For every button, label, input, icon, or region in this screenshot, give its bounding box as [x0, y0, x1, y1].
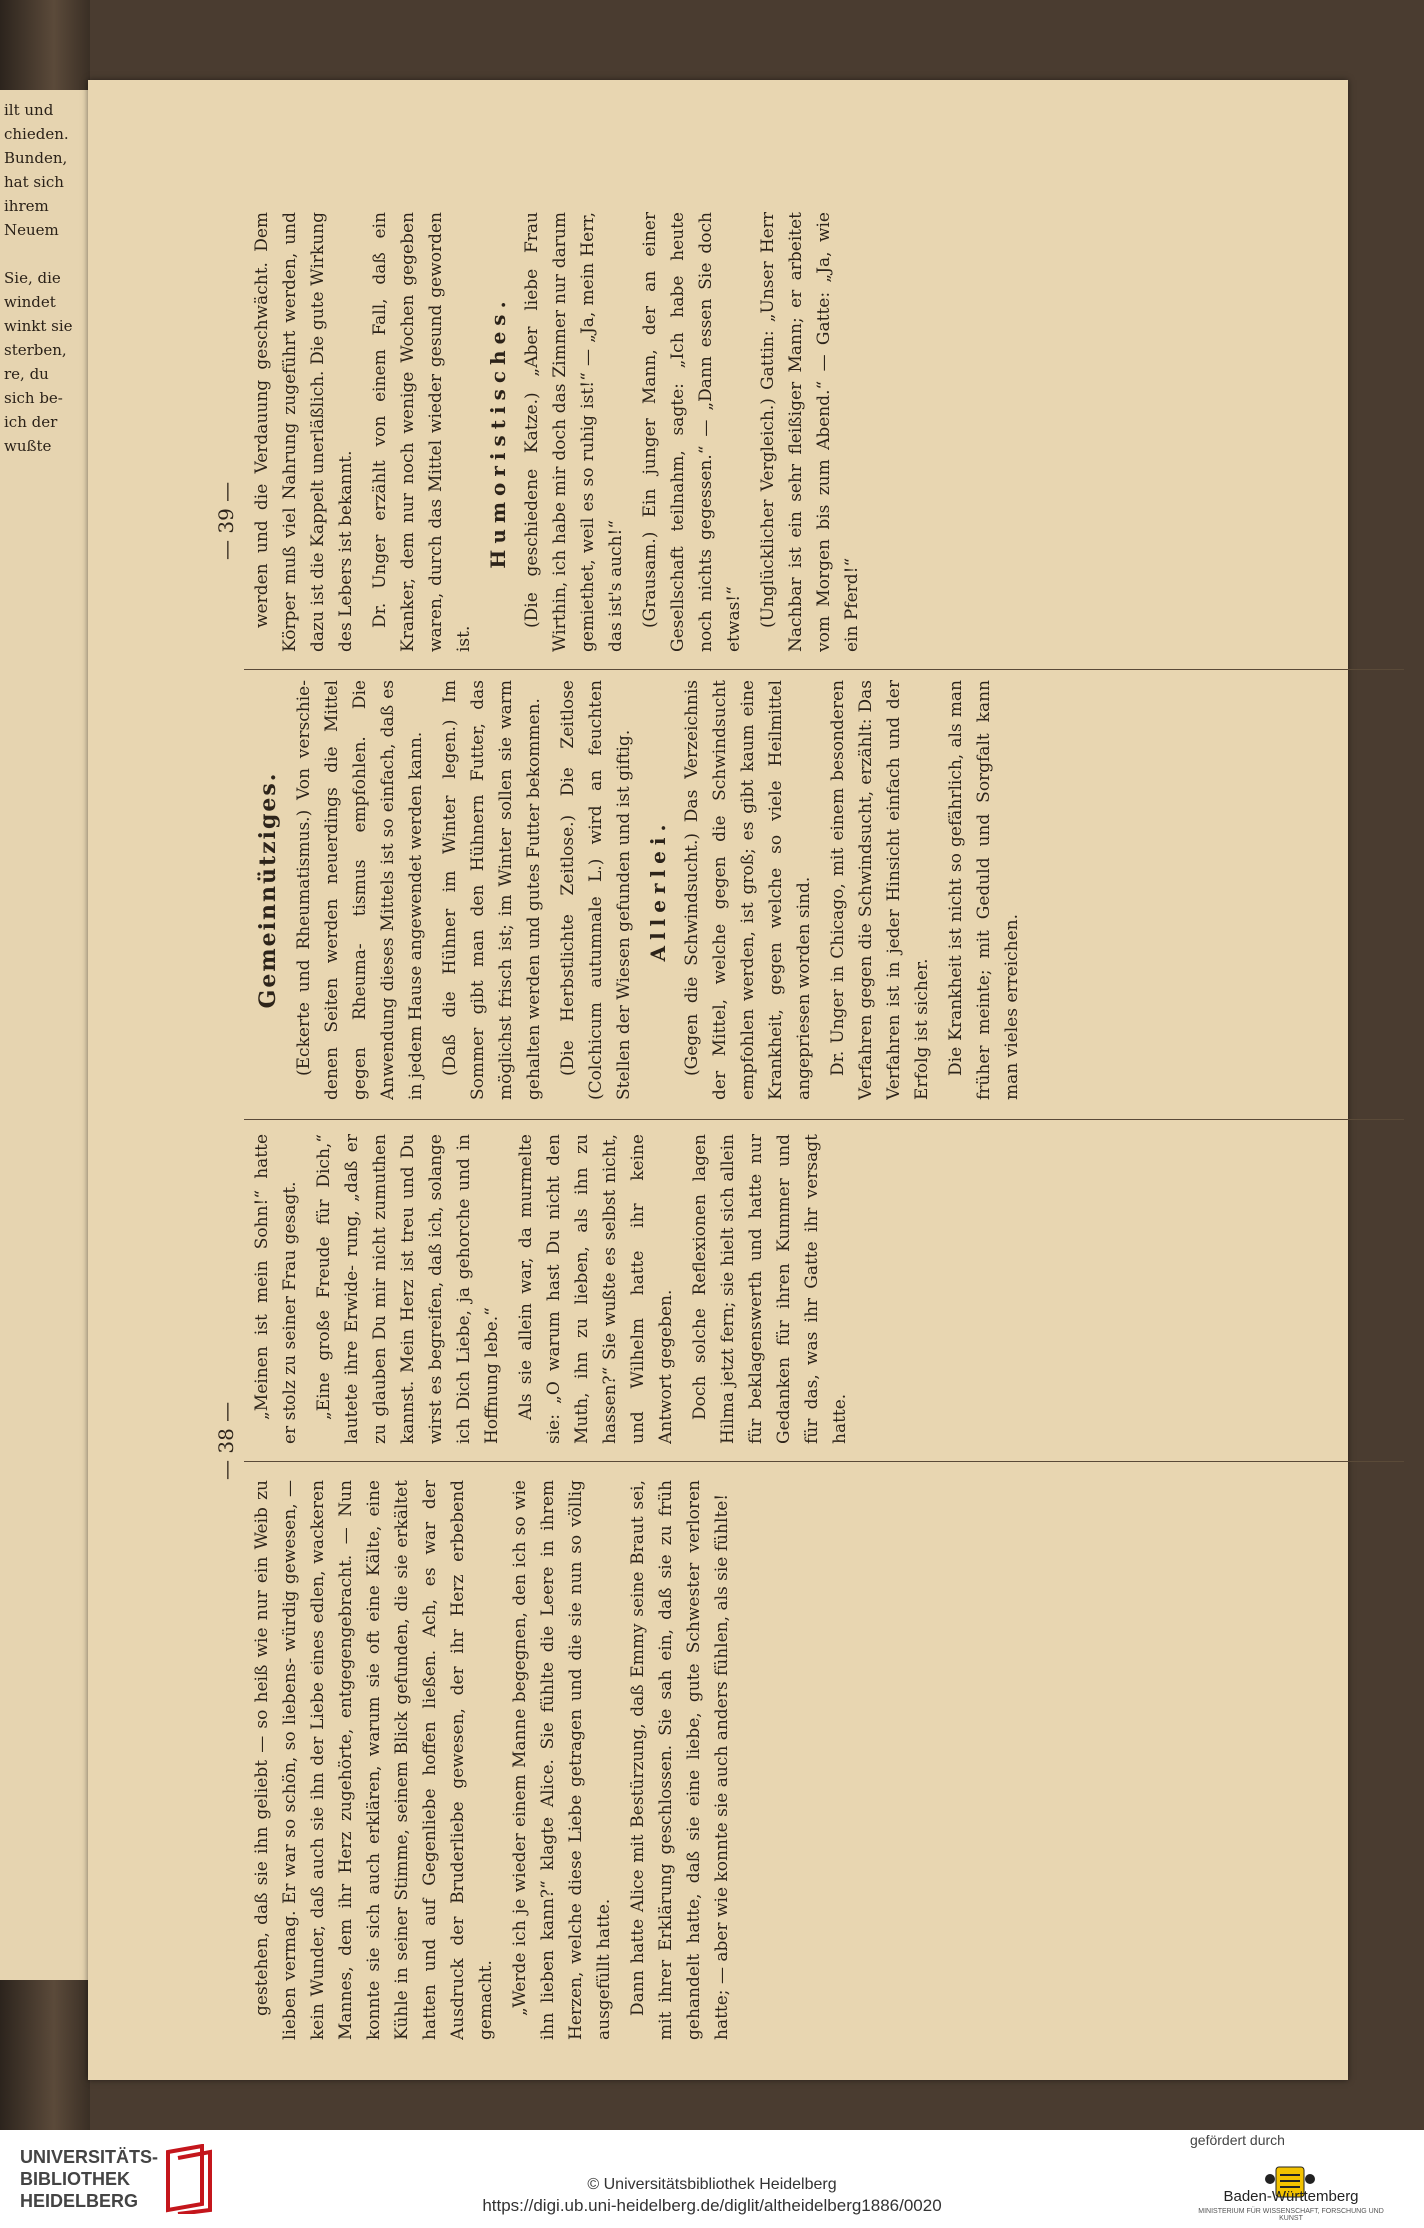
left-fragment-line: Bunden,: [4, 149, 68, 167]
source-url-link[interactable]: https://digi.ub.uni-heidelberg.de/diglit/altheidelberg1886/0020: [482, 2196, 942, 2215]
article-paragraph: (Gegen die Schwindsucht.) Das Verzeichnis der Mittel, welche gegen die Schwindsucht empfohlen werden, ist groß; es gibt kaum eine Krankheit, gegen welche so viele Heilmittel angepriesen worden sind.: [682, 680, 814, 1100]
left-page-fragment: [0, 90, 88, 1980]
column-divider: [244, 1461, 1404, 1462]
left-fragment-line: hat sich: [4, 173, 64, 191]
article-paragraph: Doch solche Reflexionen lagen Hilma jetzt fern; sie hielt sich allein für beklagenswerth und hatte nur Gedanken für ihren Kummer und für das, was ihr Gatte ihr versagt hatte.: [690, 1134, 850, 1444]
section-heading: Allerlei.: [646, 818, 670, 962]
sponsor-name[interactable]: Baden-Württemberg: [1223, 2188, 1359, 2205]
left-fragment-line: ihrem: [4, 197, 49, 215]
article-paragraph: (Die Herbstlichte Zeitlose.) Die Zeitlose (Colchicum autumnale L.) wird an feuchten Stellen der Wiesen gefunden und ist giftig.: [558, 680, 634, 1100]
page-number-left: — 38 —: [214, 1401, 238, 1480]
column-1: [248, 1480, 1408, 2040]
copyright-text: © Universitätsbibliothek Heidelberg: [587, 2176, 837, 2193]
article-paragraph: (Die geschiedene Katze.) „Aber liebe Frau Wirthin, ich habe mir doch das Zimmer nur darum gemiethet, weil es so ruhig ist!“ — „Ja, mein Herr, das ist's auch!“: [522, 212, 626, 652]
logo-line-1: UNIVERSITÄTS-: [20, 2147, 159, 2167]
section-heading: Humoristisches.: [486, 295, 510, 569]
page-number-right: — 39 —: [214, 481, 238, 560]
article-paragraph: werden und die Verdauung geschwächt. Dem Körper muß viel Nahrung zugeführt werden, und dazu ist die Kappelt unerläßlich. Die gute Wirkung des Lebers ist bekannt.: [252, 212, 356, 652]
left-fragment-line: chieden.: [4, 125, 69, 143]
article-paragraph: Dr. Unger in Chicago, mit einem besonderen Verfahren gegen die Schwindsucht, erzählt: Das Verfahren ist in jeder Hinsicht einfach und der Erfolg ist sicher.: [828, 680, 932, 1100]
left-fragment-line: windet: [4, 293, 56, 311]
column-divider: [244, 669, 1404, 670]
left-fragment-line: wußte: [4, 437, 52, 455]
article-paragraph: (Grausam.) Ein junger Mann, der an einer Gesellschaft teilnahm, sagte: „Ich habe heute noch nichts gegessen.“ — „Dann essen Sie doch etwas!“: [640, 212, 744, 652]
newspaper-page: [88, 80, 1348, 2080]
column-2: [248, 1134, 1408, 1444]
left-fragment-line: ich der: [4, 413, 58, 431]
footer-bar: [0, 2130, 1424, 2228]
logo-line-3: HEIDELBERG: [20, 2191, 139, 2211]
article-paragraph: gestehen, daß sie ihn geliebt — so heiß wie nur ein Weib zu lieben vermag. Er war so schön, so liebens- würdig gewesen, — kein Wunder, daß auch sie ihn der Liebe eines edlen, wackeren Mannes, dem ihr Herz zugehörte, entgegengebracht. — Nun konnte sie sich auch erklären, warum sie oft eine Kälte, eine Kühle in seiner Stimme, seinem Blick gefunden, die sie erkältet hatten und auf Gegenliebe hoffen ließen. Ach, es war der Ausdruck der Bruderliebe gewesen, der ihr Herz erbebend gemacht.: [252, 1480, 496, 2040]
left-fragment-line: sich be-: [4, 389, 63, 407]
left-fragment-line: Sie, die: [4, 269, 61, 287]
article-paragraph: „Werde ich je wieder einem Manne begegnen, den ich so wie ihn lieben kann?“ klagte Alice. Sie fühlte die Leere in ihrem Herzen, welche diese Liebe getragen und die sie nun so völlig ausgefüllt hatte.: [510, 1480, 614, 2040]
article-paragraph: Dann hatte Alice mit Bestürzung, daß Emmy seine Braut sei, mit ihrer Erklärung geschlossen. Sie sah ein, daß sie zu früh gehandelt hatte, daß sie eine liebe, gute Schwester verloren hatte; — aber wie konnte sie auch anders fühlen, als sie fühlte!: [628, 1480, 732, 2040]
article-paragraph: „Eine große Freude für Dich,“ lautete ihre Erwide- rung, „daß er zu glauben Du mir nicht zumuthen kannst. Mein Herz ist treu und Du wirst es begreifen, daß ich, solange ich Dich Liebe, ja gehorche und in Hoffnung lebe.“: [314, 1134, 502, 1444]
sponsor-label: gefördert durch: [1190, 2132, 1285, 2148]
left-fragment-line: Neuem: [4, 221, 59, 239]
section-heading: Gemeinnütziges.: [255, 771, 281, 1009]
rotated-page-content: [208, 180, 1418, 2080]
article-paragraph: „Meinen ist mein Sohn!“ hatte er stolz zu seiner Frau gesagt.: [252, 1134, 300, 1444]
article-paragraph: (Daß die Hühner im Winter legen.) Im Sommer gibt man den Hühnern Futter, das möglichst frisch ist; im Winter sollen sie warm gehalten werden und gutes Futter bekommen.: [440, 680, 544, 1100]
left-fragment-line: re, du: [4, 365, 49, 383]
article-paragraph: (Unglücklicher Vergleich.) Gattin: „Unser Herr Nachbar ist ein sehr fleißiger Mann; er arbeitet vom Morgen bis zum Abend.“ — Gatte: „Ja, wie ein Pferd!“: [758, 212, 862, 652]
column-5: [248, 212, 1408, 652]
sponsor-subtitle: MINISTERIUM FÜR WISSENSCHAFT, FORSCHUNG UND KUNST: [1198, 2208, 1384, 2222]
logo-line-2: BIBLIOTHEK: [20, 2169, 130, 2189]
column-3: [248, 680, 1408, 1100]
left-fragment-line: sterben,: [4, 341, 67, 359]
article-paragraph: Die Krankheit ist nicht so gefährlich, als man früher meinte; mit Geduld und Sorgfalt kann man vieles erreichen.: [946, 680, 1022, 1100]
article-paragraph: Dr. Unger erzählt von einem Fall, daß ein Kranker, dem nur noch wenige Wochen gegeben waren, durch das Mittel wieder gesund geworden ist.: [370, 212, 474, 652]
column-divider: [244, 1119, 1404, 1120]
left-fragment-line: ilt und: [4, 101, 54, 119]
article-paragraph: Als sie allein war, da murmelte sie: „O warum hast Du nicht den Muth, ihn zu lieben, als ihn zu hassen?“ Sie wußte es selbst nicht, und Wilhelm hatte ihr keine Antwort gegeben.: [516, 1134, 676, 1444]
article-paragraph: (Eckerte und Rheumatismus.) Von verschie- denen Seiten werden neuerdings die Mittel gegen Rheuma- tismus empfohlen. Die Anwendung dieses Mittels ist so einfach, daß es in jedem Hause angewendet werden kann.: [294, 680, 426, 1100]
left-fragment-line: winkt sie: [4, 317, 73, 335]
